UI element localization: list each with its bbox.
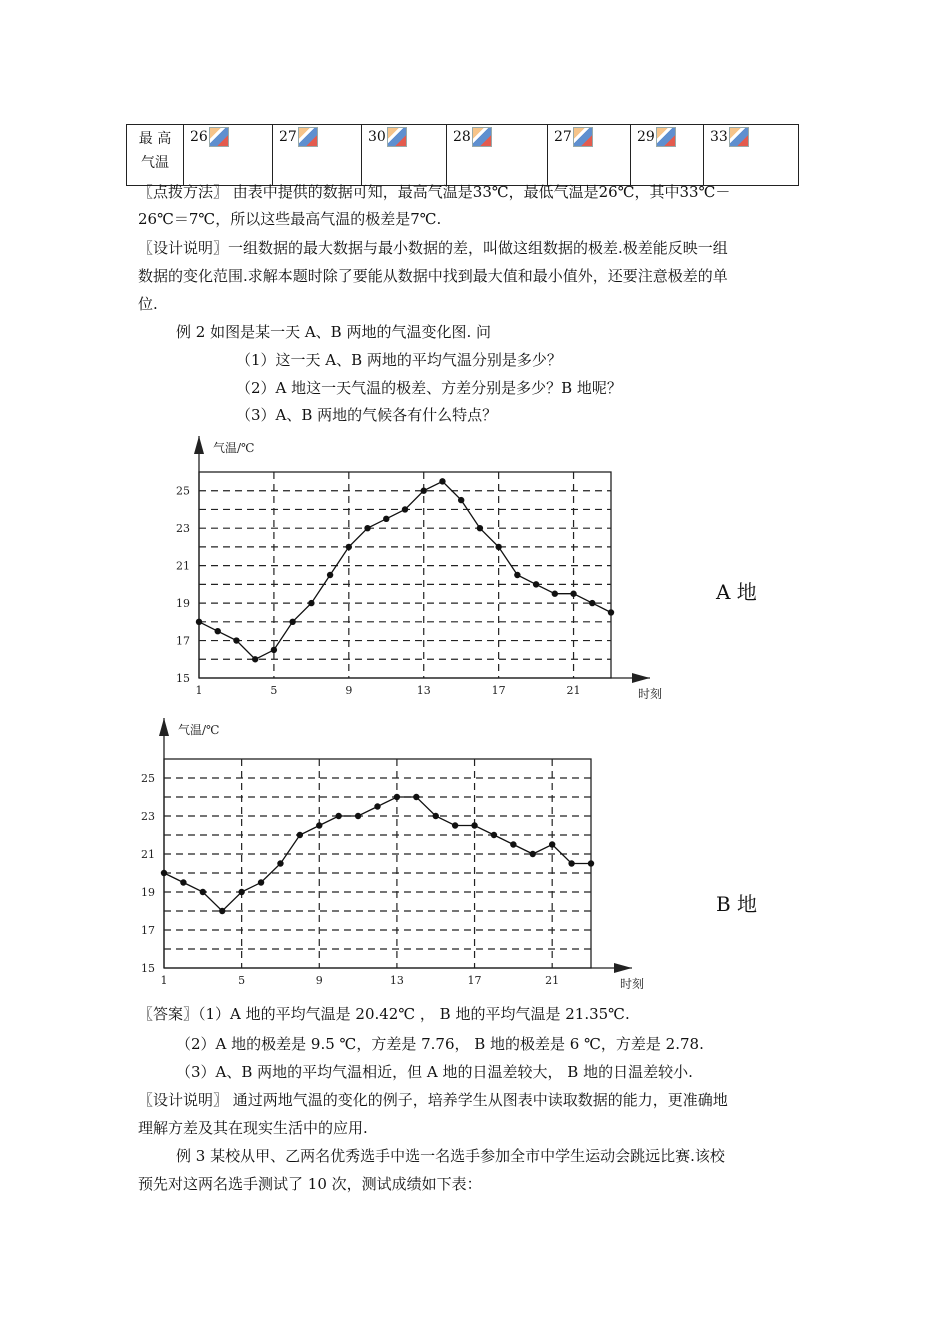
data-point [277,860,283,866]
data-point [495,544,501,550]
data-point [196,619,202,625]
y-axis-label: 气温/℃ [213,441,255,455]
broken-image-icon [209,127,229,147]
y-tick-label: 23 [176,522,190,536]
answer-line-3: （3）A、B 两地的平均气温相近，但 A 地的日温差较大， B 地的日温差较小. [176,1063,693,1081]
broken-image-icon [387,127,407,147]
x-tick-label: 17 [467,974,482,987]
data-point [335,813,341,819]
data-point [552,591,558,597]
example-3-line-2: 预先对这两名选手测试了 10 次，测试成绩如下表： [138,1175,482,1193]
data-point [271,647,277,653]
design-note-2-line-1: 〖设计说明〗 通过两地气温的变化的例子，培养学生从图表中读取数据的能力，更准确地 [138,1091,728,1109]
table-cell [273,125,362,186]
x-tick-label: 9 [345,684,353,697]
cell-value: 27 [554,129,572,145]
example-2-heading: 例 2 如图是某一天 A、B 两地的气温变化图. 问 [176,323,492,341]
data-point [514,572,520,578]
question-3: （3）A、B 两地的气候各有什么特点？ [236,406,498,424]
question-1: （1）这一天 A、B 两地的平均气温分别是多少？ [236,351,562,369]
data-point [510,841,516,847]
row-header [127,125,184,186]
table-cell [447,125,548,186]
x-axis-arrow-icon [632,673,650,683]
x-axis-arrow-icon [614,963,632,973]
y-tick-label: 23 [141,810,155,823]
table-cell [704,125,799,186]
cell-value: 28 [453,129,471,145]
x-tick-label: 17 [491,684,506,697]
x-tick-label: 13 [389,974,404,987]
data-point [180,879,186,885]
broken-image-icon [729,127,749,147]
data-point [215,628,221,634]
x-tick-label: 5 [270,684,278,697]
table-cell [184,125,273,186]
data-point [433,813,439,819]
cell-value: 33 [710,129,728,145]
data-point [383,516,389,522]
data-point [452,822,458,828]
row-header-line-1: 最 高 [138,131,172,147]
y-tick-label: 19 [141,886,155,899]
y-tick-label: 25 [141,772,155,785]
data-point [308,600,314,606]
plot-frame [164,759,591,968]
place-label-b: B 地 [716,892,758,916]
x-axis-label: 时刻 [620,977,645,991]
data-point [533,581,539,587]
table-row [127,125,799,186]
y-tick-label: 17 [176,634,190,648]
data-point [238,889,244,895]
table-cell [548,125,631,186]
data-point [258,879,264,885]
data-point [394,794,400,800]
broken-image-icon [656,127,676,147]
x-axis-label: 时刻 [638,687,663,701]
data-point [297,832,303,838]
table-cell [362,125,447,186]
y-tick-label: 17 [141,924,155,937]
method-line-1: 〖点拨方法〗 由表中提供的数据可知，最高气温是33℃，最低气温是26℃，其中33℃－ [138,183,731,201]
y-axis-arrow-icon [159,718,169,736]
place-label-a: A 地 [716,580,757,604]
y-axis-label: 气温/℃ [178,723,220,737]
x-tick-label: 1 [195,684,203,697]
table-cell [631,125,704,186]
data-point [439,478,445,484]
y-tick-label: 19 [176,597,190,611]
design-note-line-1: 〖设计说明〗一组数据的最大数据与最小数据的差，叫做这组数据的极差.极差能反映一组 [138,239,728,257]
answer-line-1: 〖答案〗（1）A 地的平均气温是 20.42℃ ， B 地的平均气温是 21.35℃. [138,1005,630,1023]
data-point [458,497,464,503]
answer-line-2: （2）A 地的极差是 9.5 ℃，方差是 7.76， B 地的极差是 6 ℃，方差是 2.78. [176,1035,704,1053]
broken-image-icon [298,127,318,147]
data-point [568,860,574,866]
question-2: （2）A 地这一天气温的极差、方差分别是多少？B 地呢？ [236,379,622,397]
data-point [588,860,594,866]
data-point [252,656,258,662]
data-point [233,637,239,643]
data-point [530,851,536,857]
y-tick-label: 25 [176,484,190,498]
y-tick-label: 21 [176,559,190,573]
data-point [364,525,370,531]
data-point [413,794,419,800]
data-point [346,544,352,550]
x-tick-label: 13 [416,684,431,697]
x-tick-label: 21 [545,974,560,987]
data-point [161,870,167,876]
x-tick-label: 9 [315,974,323,987]
cell-value: 29 [637,129,655,145]
data-point [327,572,333,578]
data-point [355,813,361,819]
data-point [421,488,427,494]
y-tick-label: 15 [176,672,190,685]
y-tick-label: 15 [141,962,155,975]
chart-b [0,714,950,994]
row-header-line-2: 气温 [141,155,169,171]
x-tick-label: 5 [238,974,246,987]
data-point [374,803,380,809]
data-point [491,832,497,838]
broken-image-icon [472,127,492,147]
x-tick-label: 1 [160,974,168,987]
data-point [219,908,225,914]
plot-frame [199,472,611,678]
cell-value: 27 [279,129,297,145]
design-note-line-3: 位. [138,295,158,313]
example-3-line-1: 例 3 某校从甲、乙两名优秀选手中选一名选手参加全市中学生运动会跳远比赛.该校 [176,1147,725,1165]
design-note-line-2: 数据的变化范围.求解本题时除了要能从数据中找到最大值和最小值外，还要注意极差的单 [138,267,728,285]
data-point [477,525,483,531]
data-point [471,822,477,828]
cell-value: 26 [190,129,208,145]
design-note-2-line-2: 理解方差及其在现实生活中的应用. [138,1119,368,1137]
cell-value: 30 [368,129,386,145]
data-point [289,619,295,625]
data-point [589,600,595,606]
data-point [316,822,322,828]
broken-image-icon [573,127,593,147]
data-point [402,506,408,512]
data-point [570,591,576,597]
data-point [200,889,206,895]
data-point [549,841,555,847]
method-line-2: 26℃＝7℃，所以这些最高气温的极差是7℃. [138,210,442,228]
x-tick-label: 21 [566,684,581,697]
y-axis-arrow-icon [194,436,204,454]
max-temperature-table [126,124,799,186]
y-tick-label: 21 [141,848,155,861]
chart-a [0,430,950,710]
data-point [608,609,614,615]
